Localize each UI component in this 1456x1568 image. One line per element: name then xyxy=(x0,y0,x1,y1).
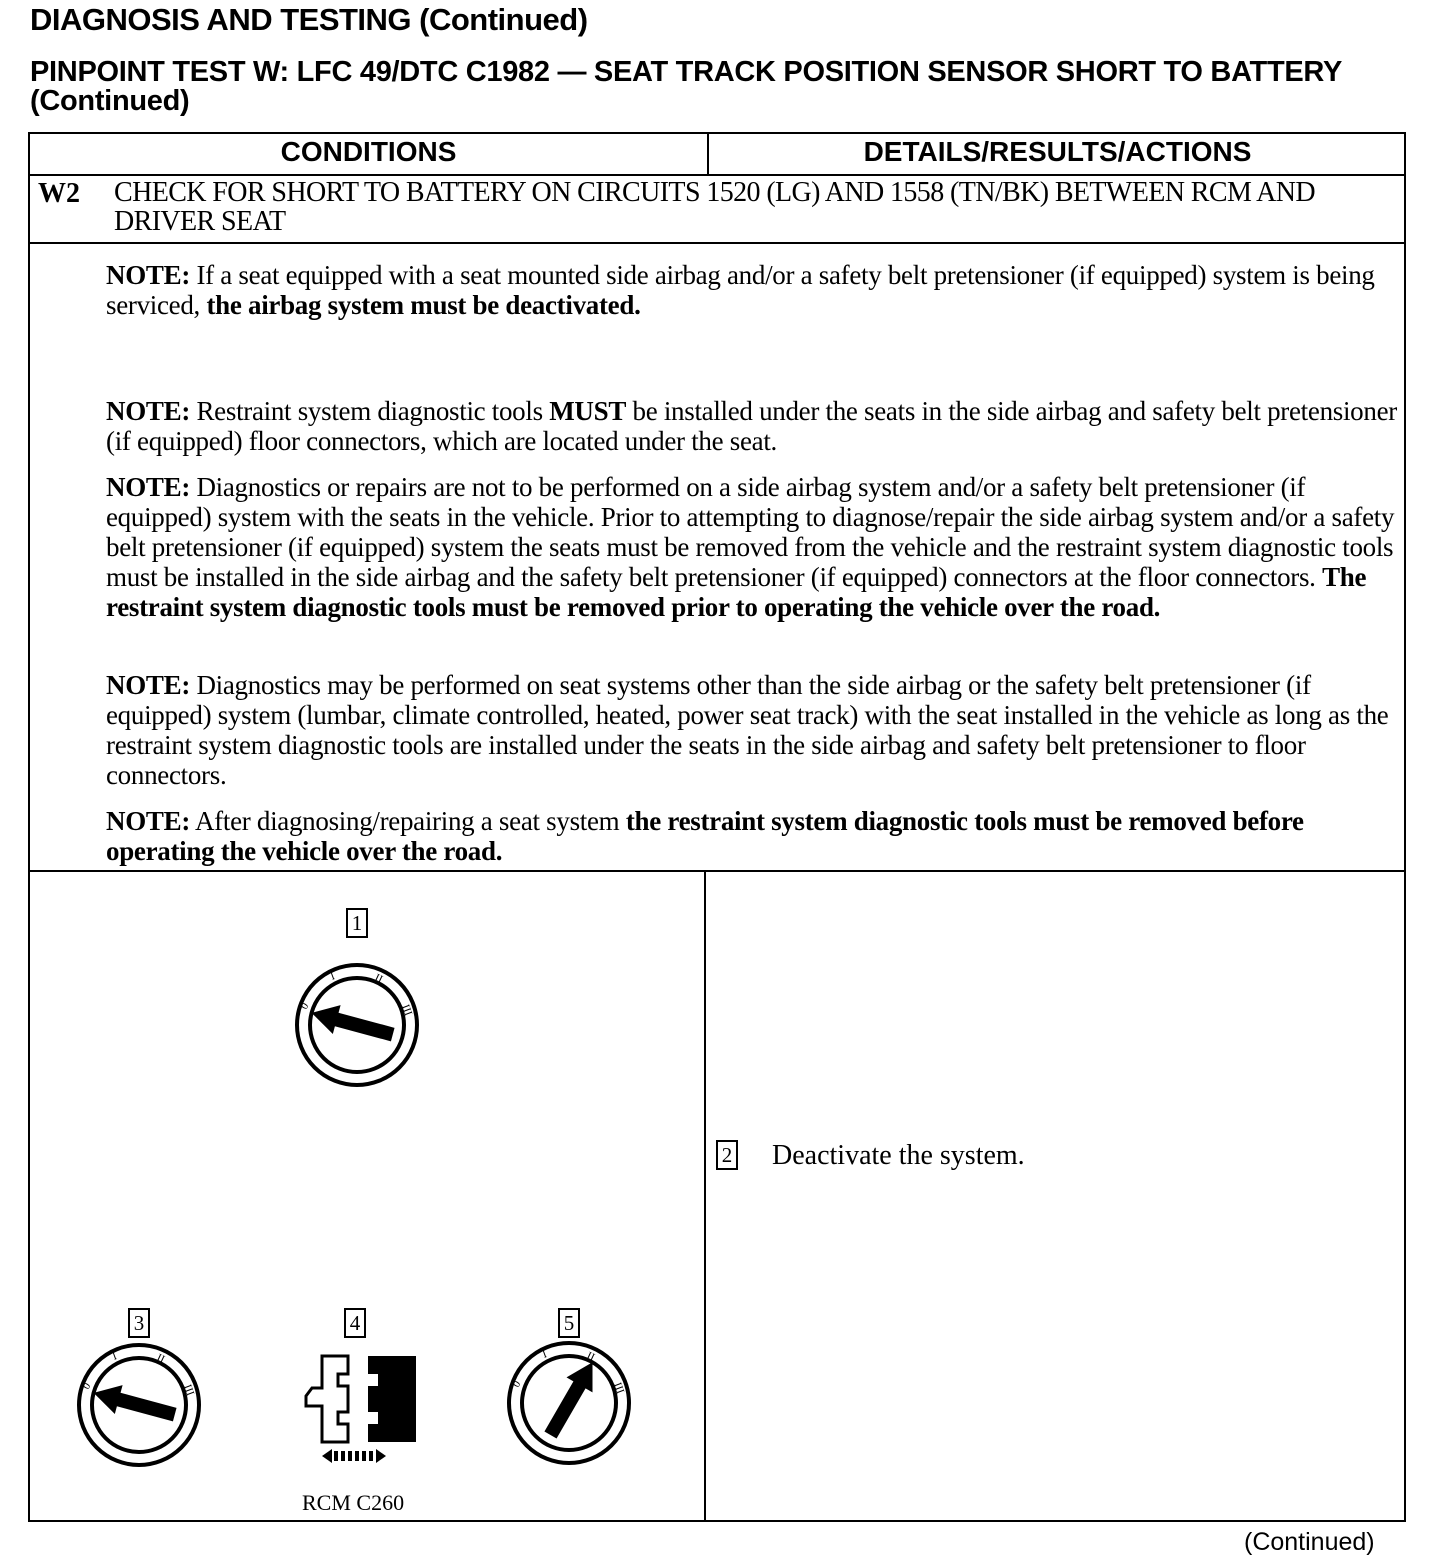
note-text: If a seat equipped with a seat mounted side airbag and/or a safety belt pretensioner (if equipped) system is being serviced, xyxy=(106,260,1375,320)
switch-mark-three: III xyxy=(181,1382,197,1398)
note-emphasis: the restraint system diagnostic tools must be removed before operating the vehicle over the road. xyxy=(106,806,1304,866)
callout-5: 5 xyxy=(558,1308,580,1338)
note-other-seat-systems xyxy=(106,670,1402,790)
switch-mark-one: I xyxy=(110,1350,119,1363)
step-title: CHECK FOR SHORT TO BATTERY ON CIRCUITS 1520 (LG) AND 1558 (TN/BK) BETWEEN RCM AND DRIVER SEAT xyxy=(114,177,1315,237)
callout-2: 2 xyxy=(716,1140,738,1170)
note-label: NOTE: xyxy=(106,260,191,290)
switch-mark-off: 0 xyxy=(510,1378,524,1390)
note-seat-removal xyxy=(106,472,1402,622)
pinpoint-test-title: PINPOINT TEST W: LFC 49/DTC C1982 — SEAT TRACK POSITION SENSOR SHORT TO BATTERY (Continued) xyxy=(30,56,1342,117)
note-text: Restraint system diagnostic tools xyxy=(196,396,543,426)
notes-rule xyxy=(30,870,1404,872)
continued-label: (Continued) xyxy=(1244,1528,1375,1556)
note-text: After diagnosing/repairing a seat system xyxy=(194,806,620,836)
callout-4: 4 xyxy=(344,1308,366,1338)
switch-mark-one: I xyxy=(328,970,337,983)
ignition-switch-off-icon xyxy=(294,962,420,1088)
switch-mark-off: 0 xyxy=(298,1000,312,1012)
column-header-conditions: CONDITIONS xyxy=(280,136,457,167)
action-deactivate-system: Deactivate the system. xyxy=(772,1140,1025,1171)
switch-mark-off: 0 xyxy=(80,1380,94,1392)
note-diagnostic-tools-install xyxy=(106,396,1402,456)
note-airbag-deactivate xyxy=(106,260,1402,320)
column-header-details: DETAILS/RESULTS/ACTIONS xyxy=(863,136,1252,167)
note-text: Diagnostics or repairs are not to be performed on a side airbag system and/or a safety belt pretensioner (if equipped) system with the seats in the vehicle. Prior to attempting to diagnose/repair the side airbag system and/or a safety belt pretensioner (if equipped) system the seats must be removed from the vehicle and the restraint system diagnostic tools must be installed in the side airbag and the safety belt pretensioner (if equipped) connectors at the floor connectors. xyxy=(106,472,1395,592)
note-emphasis: The restraint system diagnostic tools must be removed prior to operating the vehicle over the road. xyxy=(106,562,1367,622)
step-rule xyxy=(30,242,1404,244)
note-label: NOTE: xyxy=(106,396,191,426)
note-text: Diagnostics may be performed on seat systems other than the side airbag or the safety belt pretensioner (if equipped) system (lumbar, climate controlled, heated, power seat track) with the seat installed in the vehicle as long as the restraint system diagnostic tools are installed under the seats in the side airbag and safety belt pretensioner to floor connectors. xyxy=(106,670,1389,790)
header-rule xyxy=(30,174,1404,176)
switch-mark-two: II xyxy=(372,971,385,986)
note-remove-tools xyxy=(106,806,1402,866)
switch-mark-three: III xyxy=(399,1002,415,1018)
switch-mark-three: III xyxy=(611,1380,627,1396)
ignition-switch-on-icon xyxy=(506,1340,632,1466)
switch-mark-two: II xyxy=(584,1349,597,1364)
figure-divider xyxy=(704,870,706,1520)
switch-mark-one: I xyxy=(540,1348,549,1361)
section-title: DIAGNOSIS AND TESTING (Continued) xyxy=(30,2,588,37)
switch-mark-two: II xyxy=(154,1351,167,1366)
note-label: NOTE: xyxy=(106,806,191,836)
ignition-switch-off-icon xyxy=(76,1342,202,1468)
callout-3: 3 xyxy=(128,1308,150,1338)
rcm-connector-icon xyxy=(292,1352,422,1464)
test-step-table xyxy=(28,132,1406,1522)
note-emphasis: the airbag system must be deactivated. xyxy=(206,290,641,320)
note-label: NOTE: xyxy=(106,670,191,700)
note-emphasis: MUST xyxy=(549,396,627,426)
connector-label: RCM C260 xyxy=(302,1490,405,1515)
note-label: NOTE: xyxy=(106,472,191,502)
note-text: be installed under the seats in the side airbag and safety belt pretensioner (if equipped) floor connectors, which are located under the seat. xyxy=(106,396,1397,456)
callout-1: 1 xyxy=(346,908,368,938)
step-id: W2 xyxy=(38,178,80,209)
